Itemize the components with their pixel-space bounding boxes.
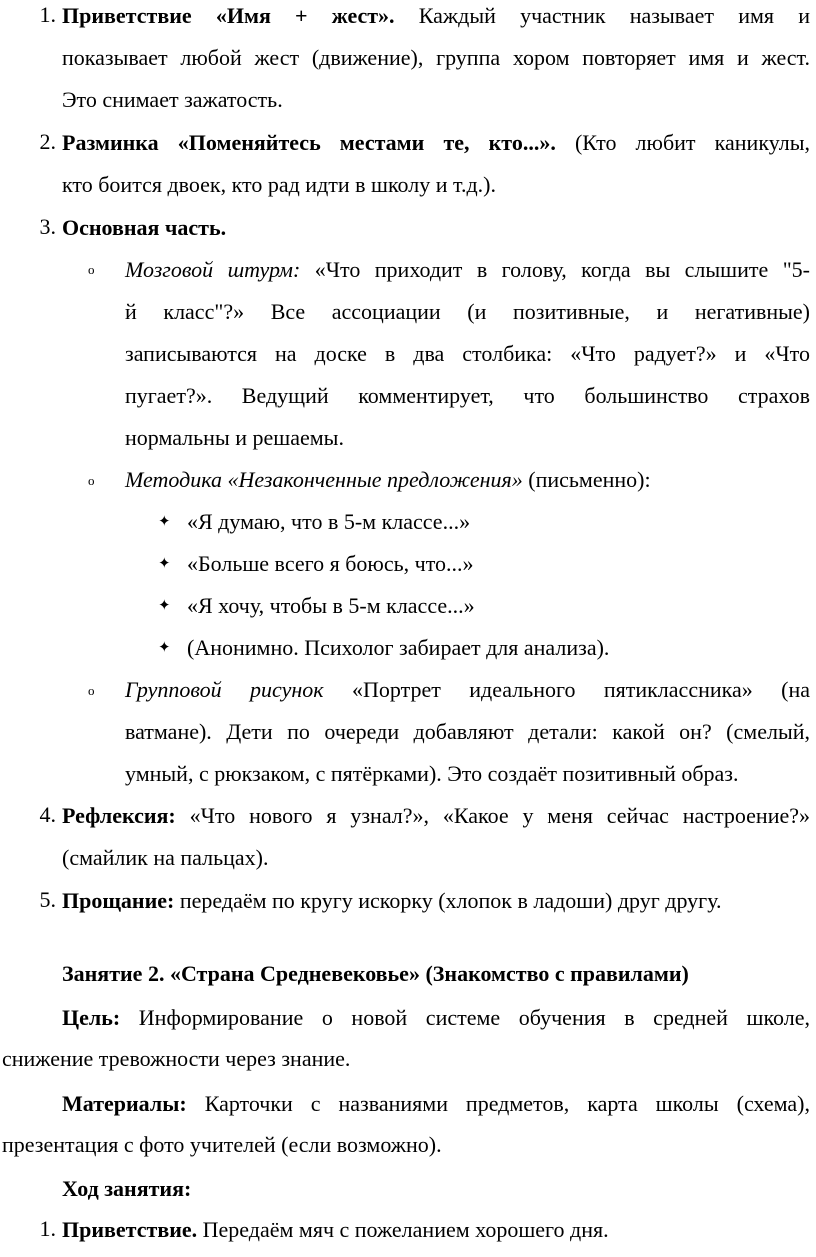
list-item-text: Каждый участник называет имя и	[418, 3, 810, 28]
list-number: 2.	[39, 129, 56, 154]
lesson2-list-item-1	[62, 1216, 609, 1244]
sublist-item-title: Мозговой штурм:	[125, 257, 301, 282]
bullet-item: «Больше всего я боюсь, что...»	[187, 551, 474, 576]
list-item-1-line: Это снимает зажатость.	[62, 87, 283, 112]
course-label-text: Ход занятия:	[62, 1176, 192, 1201]
list-number: 4.	[39, 802, 56, 827]
list-item-title: Основная часть.	[62, 215, 227, 240]
list-item-4-line: (смайлик на пальцах).	[62, 845, 269, 870]
sublist-item-text: «Что приходит в голову, когда вы слышите "5-	[314, 257, 811, 282]
materials-text: Карточки с названиями предметов, карта школы (схема),	[204, 1091, 810, 1116]
list-item-title: Прощание:	[62, 888, 175, 913]
list-number: 1.	[39, 2, 56, 27]
star-bullet-icon: ✦	[158, 514, 171, 530]
list-number: 1.	[39, 1216, 56, 1241]
list-item-2-line	[62, 129, 810, 157]
sub-bullet-marker: o	[88, 683, 95, 698]
section-heading-text: Занятие 2. «Страна Средневековье» (Знакомство с правилами)	[62, 961, 689, 986]
star-bullet-icon: ✦	[158, 556, 171, 572]
materials-label: Материалы:	[62, 1091, 187, 1116]
sublist-item-3-line: умный, с рюкзаком, с пятёрками). Это создаёт позитивный образ.	[125, 761, 739, 786]
sublist-item-3-line: ватмане). Дети по очереди добавляют детали: какой он? (смелый,	[125, 719, 810, 744]
sublist-item-1-line: й класс"?» Все ассоциации (и позитивные, и негативные)	[125, 299, 810, 324]
list-item-3-title	[62, 214, 226, 242]
list-item-2-line: кто боится двоек, кто рад идти в школу и т.д.).	[62, 172, 496, 197]
list-item-title: Приветствие.	[62, 1217, 198, 1242]
section-heading	[62, 960, 689, 988]
list-item-4-line	[62, 802, 810, 830]
sublist-item-3-line	[125, 676, 810, 704]
sublist-item-2-line	[125, 466, 651, 494]
materials-paragraph-line	[62, 1090, 810, 1118]
sublist-item-text: (письменно):	[528, 467, 651, 492]
goal-paragraph-line: снижение тревожности через знание.	[2, 1046, 351, 1071]
course-label	[62, 1175, 191, 1203]
materials-paragraph-line: презентация с фото учителей (если возможно).	[2, 1132, 442, 1157]
list-number: 3.	[39, 214, 56, 239]
goal-paragraph-line	[62, 1004, 810, 1032]
goal-label: Цель:	[62, 1005, 121, 1030]
sub-bullet-marker: o	[88, 473, 95, 488]
sublist-item-1-line: пугает?». Ведущий комментирует, что большинство страхов	[125, 383, 810, 408]
sublist-item-title: Методика «Незаконченные предложения»	[125, 467, 523, 492]
goal-text: Информирование о новой системе обучения в средней школе,	[138, 1005, 810, 1030]
sublist-item-title: Групповой рисунок	[125, 677, 324, 702]
list-item-text: Передаём мяч с пожеланием хорошего дня.	[202, 1217, 609, 1242]
list-item-text: «Что нового я узнал?», «Какое у меня сейчас настроение?»	[189, 803, 811, 828]
list-item-1-line: показывает любой жест (движение), группа хором повторяет имя и жест.	[62, 45, 810, 70]
sub-bullet-marker: o	[88, 262, 95, 277]
sublist-item-1-line	[125, 256, 810, 284]
list-number: 5.	[39, 887, 56, 912]
bullet-item: «Я хочу, чтобы в 5-м классе...»	[187, 593, 475, 618]
list-item-text: (Кто любит каникулы,	[574, 130, 810, 155]
bullet-item: (Анонимно. Психолог забирает для анализа).	[187, 635, 610, 660]
list-item-title: Приветствие «Имя + жест».	[62, 3, 395, 28]
list-item-1-line	[62, 2, 810, 30]
star-bullet-icon: ✦	[158, 598, 171, 614]
list-item-5-line	[62, 887, 722, 915]
star-bullet-icon: ✦	[158, 640, 171, 656]
sublist-item-text: «Портрет идеального пятиклассника» (на	[352, 677, 810, 702]
bullet-item: «Я думаю, что в 5-м классе...»	[187, 509, 471, 534]
sublist-item-1-line: нормальны и решаемы.	[125, 425, 344, 450]
list-item-text: передаём по кругу искорку (хлопок в ладоши) друг другу.	[179, 888, 722, 913]
list-item-title: Рефлексия:	[62, 803, 176, 828]
sublist-item-1-line: записываются на доске в два столбика: «Что радует?» и «Что	[125, 341, 810, 366]
list-item-title: Разминка «Поменяйтесь местами те, кто...».	[62, 130, 556, 155]
